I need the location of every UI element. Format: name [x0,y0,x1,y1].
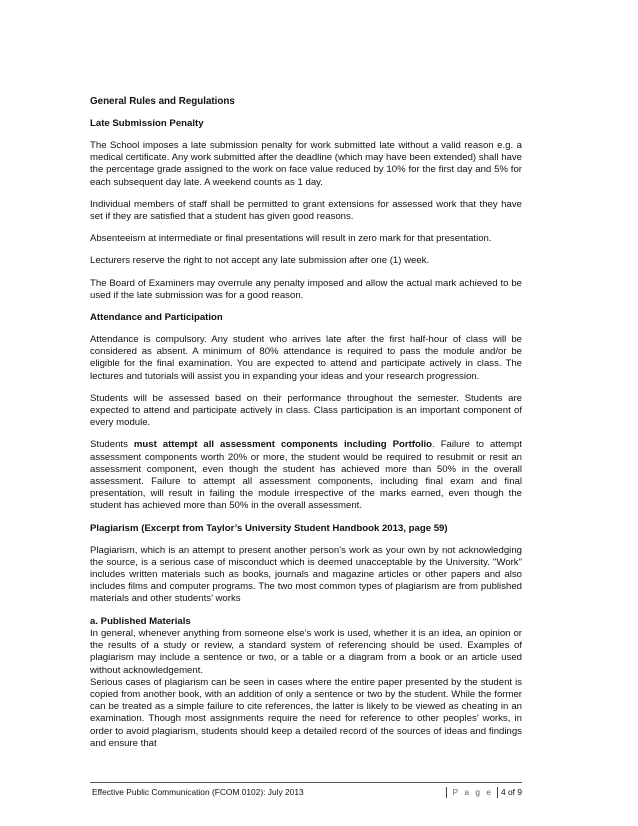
footer-rule [90,782,522,783]
attendance-para-1: Attendance is compulsory. Any student who arrives late after the first half-hour of class will be considered as absent. A minimum of 80% attendance is required to pass the module and/or be eligible for the final examination. You are expected to attend and participate actively in class. The lectures and tutorials will assist you in expanding your ideas and your research progression. [90,334,522,382]
published-para-2: Serious cases of plagiarism can be seen in cases where the entire paper presented by the student is copied from another book, with an addition of only a sentence or two by the student. While the former can be treated as a simple failure to cite references, the latter is likely to be viewed as cheating in an examination. Though most assignments require the need for reference to other peoples’ works, in order to avoid plagiarism, students should keep a detailed record of the sources of ideas and findings and ensure that [90,676,522,749]
plagiarism-para: Plagiarism, which is an attempt to present another person’s work as your own by not acknowledging the source, is a serious case of misconduct which is deemed unacceptable by the University. "Work" includes written materials such as books, journals and magazine articles or other papers and also includes films and computer programs. The two most common types of plagiarism are from published materials and other students’ works [90,544,522,605]
late-para-1: The School imposes a late submission penalty for work submitted late without a valid reason e.g. a medical certificate. Any work submitted after the deadline (which may have been extended) shall have the percentage grade assigned to the work on face value reduced by 10% for the first day and 5% for each subsequent day late. A weekend counts as 1 day. [90,140,522,188]
page-content [90,96,522,750]
late-para-2: Individual members of staff shall be permitted to grant extensions for assessed work that they have set if they are satisfied that a student has given good reasons. [90,198,522,223]
footer-page-number: 4 of 9 [501,787,522,797]
attendance-para-3-start: Students [90,439,134,451]
late-para-3: Absenteeism at intermediate or final presentations will result in zero mark for that presentation. [90,233,492,245]
attendance-para-3-bold: must attempt all assessment components including Portfolio [133,439,433,451]
attendance-para-3 [90,439,522,512]
late-para-4: Lecturers reserve the right to not accept any late submission after one (1) week. [90,255,430,267]
attendance-para-3-rest: . Failure to attempt assessment components worth 20% or more, the student would be required to resubmit or resit an assessment component, even though the student has achieved more than 50% in the overall assessment. Failure to attempt all assessment components, including final exam and final presentation, will result in failing the module irrespective of the marks earned, even though the student has achieved more than 50% in the overall assessment. [90,439,522,512]
section-heading: General Rules and Regulations [90,96,235,107]
page-footer [90,787,522,801]
late-para-5: The Board of Examiners may overrule any penalty imposed and allow the actual mark achieved to be used if the late submission was for a good reason. [90,277,522,301]
footer-divider-2 [497,787,498,798]
footer-course: Effective Public Communication (FCOM 0102): July 2013 [92,787,304,797]
plagiarism-title: Plagiarism (Excerpt from Taylor’s University Student Handbook 2013, page 59) [90,522,448,534]
footer-page-label: P a g e [452,787,494,797]
published-materials-title: a. Published Materials [90,615,191,627]
attendance-para-2: Students will be assessed based on their performance throughout the semester. Students are expected to attend and participate actively in class. Class participation is an important component of every module. [90,392,522,429]
footer-divider [446,787,447,798]
footer-page-indicator [446,787,522,798]
late-submission-title: Late Submission Penalty [90,118,204,129]
attendance-title: Attendance and Participation [90,312,223,324]
published-para-1: In general, whenever anything from someone else’s work is used, whether it is an idea, an opinion or the results of a study or review, a standard system of referencing should be used. Examples of plagiarism may include a sentence or two, or a table or a diagram from a book or an article used without acknowledgement. [90,627,522,676]
